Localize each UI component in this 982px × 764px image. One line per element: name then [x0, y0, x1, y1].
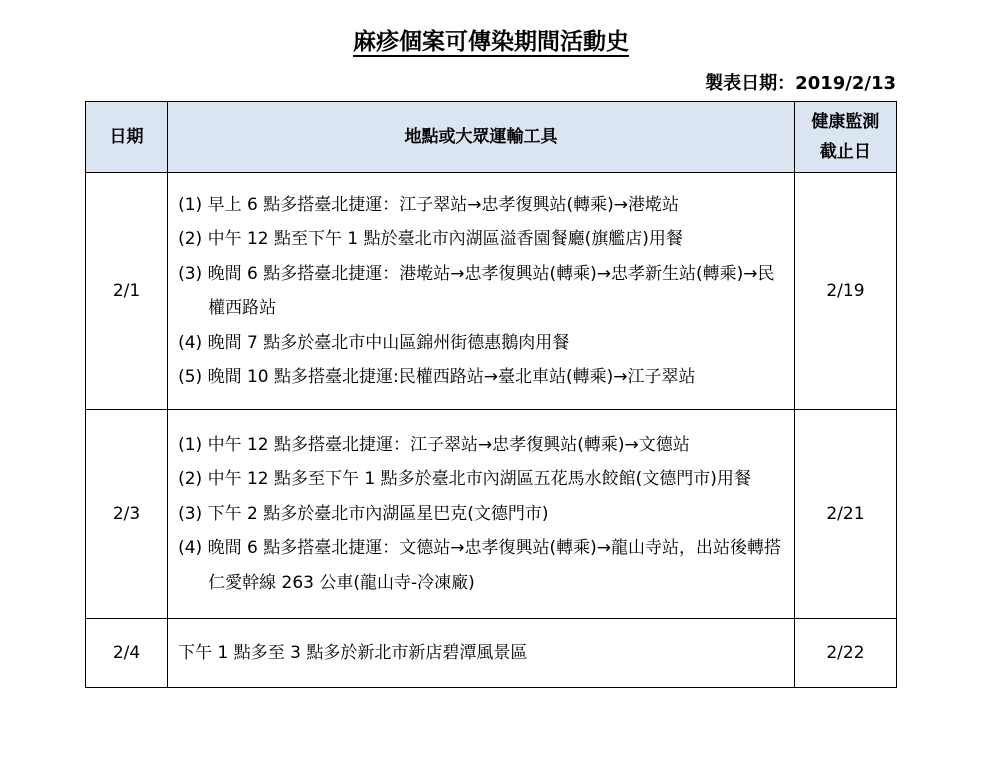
- made-date: 製表日期：2019/2/13: [705, 73, 896, 94]
- row-places: [168, 173, 795, 410]
- header-date: 日期: [86, 102, 168, 173]
- row-monitor-end: 2/21: [794, 410, 896, 619]
- document-title: [0, 26, 982, 58]
- list-item: 下午 1 點多至 3 點多於新北市新店碧潭風景區: [178, 642, 528, 663]
- row-date: 2/3: [86, 410, 168, 619]
- header-monitor-end-line1: 健康監測: [811, 112, 880, 132]
- row-date: 2/1: [86, 173, 168, 410]
- header-place: 地點或大眾運輸工具: [168, 102, 795, 173]
- header-monitor-end-line2: 截止日: [819, 142, 871, 162]
- list-item: (2) 中午 12 點多至下午 1 點多於臺北市內湖區五花馬水餃館(文德門市)用餐: [178, 469, 751, 490]
- list-item: (1) 中午 12 點多搭臺北捷運：江子翠站→忠孝復興站(轉乘)→文德站: [178, 434, 690, 455]
- list-item: (3) 晚間 6 點多搭臺北捷運：港墘站→忠孝復興站(轉乘)→忠孝新生站(轉乘)→民權西路站: [178, 263, 775, 318]
- header-monitor-end: [794, 102, 896, 173]
- activity-table: [85, 101, 897, 688]
- row-monitor-end: 2/22: [794, 619, 896, 688]
- table-row: [86, 173, 897, 410]
- row-places: [168, 619, 795, 688]
- list-item: (4) 晚間 7 點多於臺北市中山區錦州街德惠鵝肉用餐: [178, 332, 570, 353]
- title-text: 麻疹個案可傳染期間活動史: [353, 29, 629, 55]
- row-places: [168, 410, 795, 619]
- header-row: [86, 102, 897, 173]
- table-row: [86, 619, 897, 688]
- list-item: (3) 下午 2 點多於臺北市內湖區星巴克(文德門市): [178, 503, 549, 524]
- list-item: (5) 晚間 10 點多搭臺北捷運:民權西路站→臺北車站(轉乘)→江子翠站: [178, 367, 696, 387]
- row-date: 2/4: [86, 619, 168, 688]
- table-row: [86, 410, 897, 619]
- list-item: (1) 早上 6 點多搭臺北捷運：江子翠站→忠孝復興站(轉乘)→港墘站: [178, 194, 679, 215]
- row-monitor-end: 2/19: [794, 173, 896, 410]
- list-item: (4) 晚間 6 點多搭臺北捷運：文德站→忠孝復興站(轉乘)→龍山寺站，出站後轉搭仁愛幹線 263 公車(龍山寺-冷凍廠): [178, 538, 781, 593]
- list-item: (2) 中午 12 點至下午 1 點於臺北市內湖區溢香園餐廳(旗艦店)用餐: [178, 229, 683, 249]
